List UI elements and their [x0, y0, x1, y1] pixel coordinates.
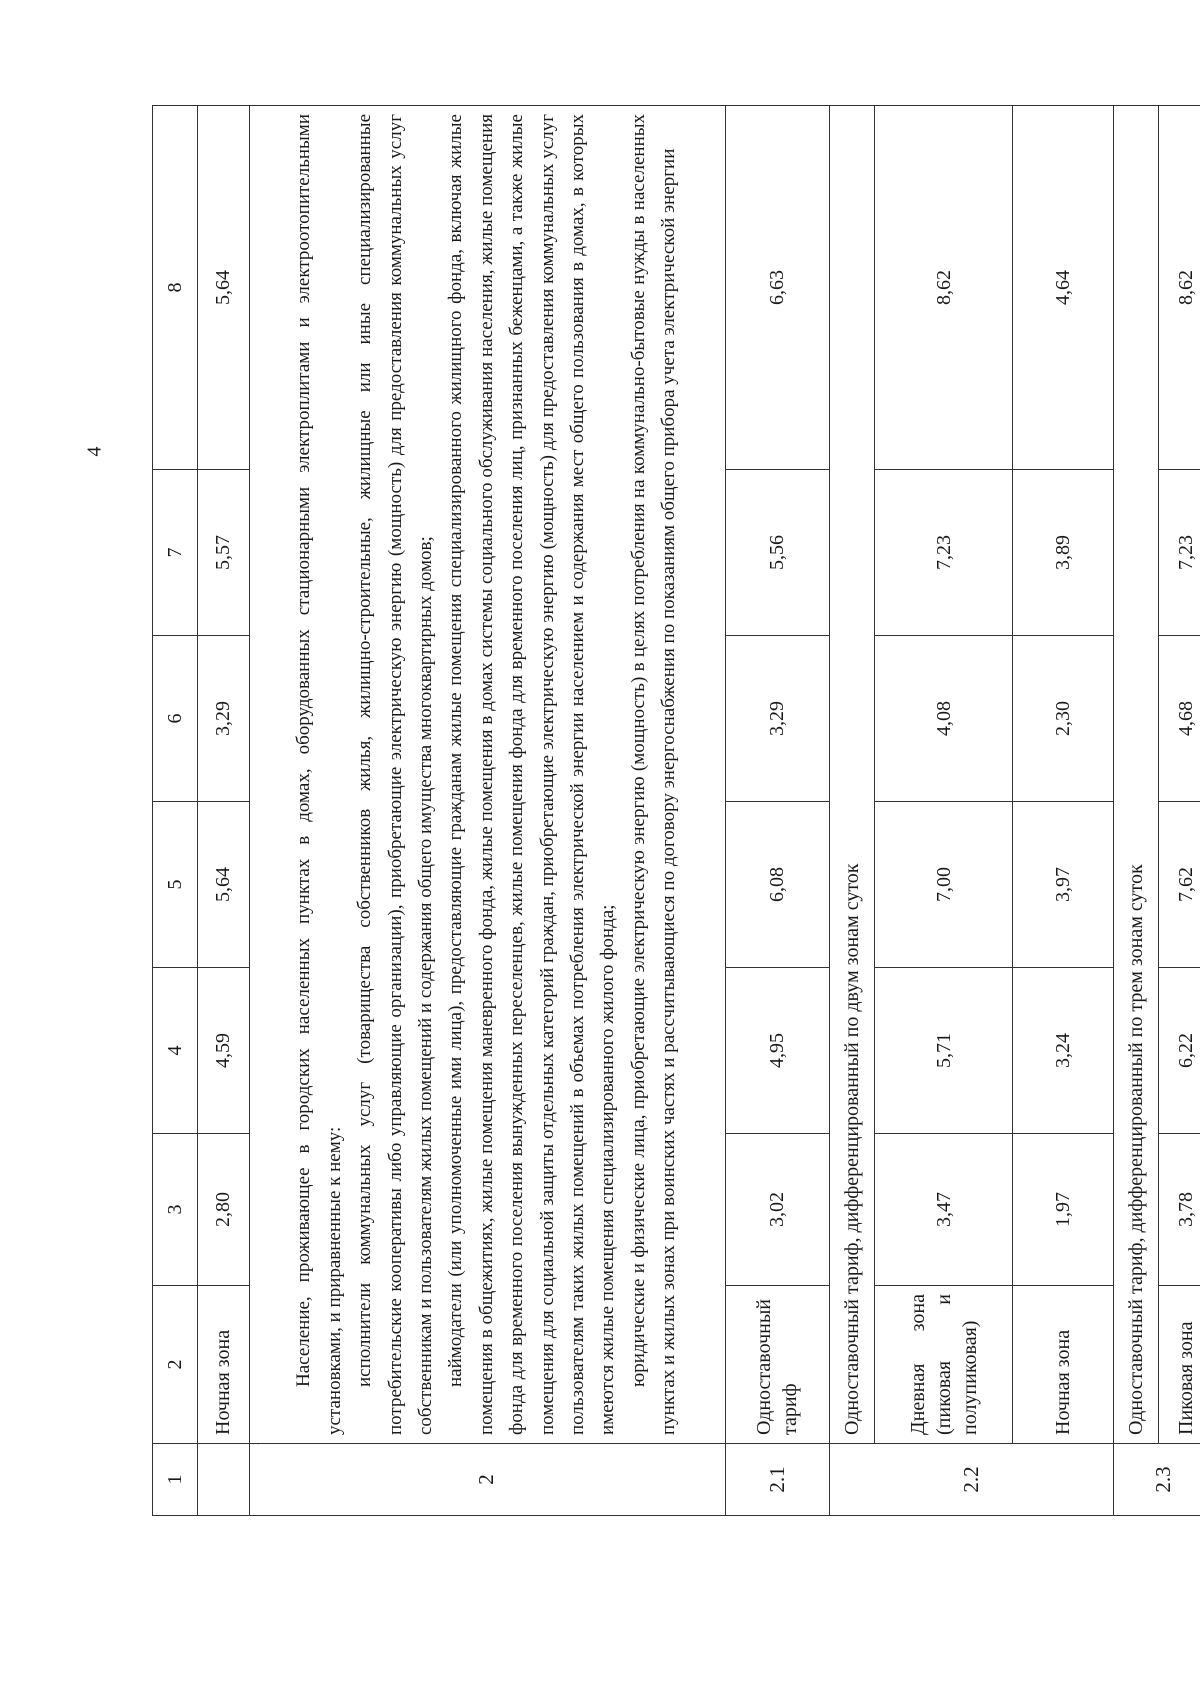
peak-zone-value: 3,78	[1159, 1134, 1200, 1286]
row-2-2-number: 2.2	[830, 1444, 1114, 1516]
section-2-row	[249, 106, 725, 1516]
row-2-1-value: 5,56	[725, 470, 830, 636]
day-zone-value: 3,47	[875, 1134, 1012, 1286]
night-zone-value: 2,80	[198, 1134, 249, 1286]
header-cell-1: 1	[153, 1444, 198, 1516]
section-2-paragraph: исполнители коммунальных услуг (товарищества собственников жилья, жилищно-строительные, жилищные или иные специализированные потребительские кооперативы либо управляющие организации), приобретающие электрическую энергию (мощность) для предоставления коммунальных услуг собственникам и пользователям жилых помещений и содержания общего имущества многоквартирных домов;	[354, 114, 437, 1435]
day-zone-value: 7,23	[875, 470, 1012, 636]
row-2-1-value: 6,08	[725, 802, 830, 968]
row-2-3-title-row	[1113, 106, 1158, 1516]
row-2-3-title: Одноставочный тариф, дифференцированный по трем зонам суток	[1113, 106, 1158, 1444]
night-zone-label: Ночная зона	[1012, 1286, 1113, 1444]
day-zone-value: 7,00	[875, 802, 1012, 968]
night-zone-value: 5,57	[198, 470, 249, 636]
row-2-1-number: 2.1	[725, 1444, 830, 1516]
night-zone-value: 2,30	[1012, 636, 1113, 802]
night-zone-value: 3,24	[1012, 968, 1113, 1134]
section-2-paragraph: юридические и физические лица, приобретающие электрическую энергию (мощность) в целях потребления на коммунально-бытовые нужды в населенных пунктах и жилых зонах при воинских частях и рассчитывающиеся по договору энергоснабжения по показаниям общего прибора учета электрической энергии	[627, 114, 680, 1435]
row-2-1-label: Одноставочный тариф	[725, 1286, 830, 1444]
peak-zone-value: 6,22	[1159, 968, 1200, 1134]
section-2-number: 2	[249, 1444, 725, 1516]
header-cell-4: 4	[153, 968, 198, 1134]
night-zone-value: 5,64	[198, 106, 249, 470]
row-2-2-title-row	[830, 106, 875, 1516]
header-row	[153, 106, 198, 1516]
page-number: 4	[83, 446, 106, 457]
section-2-description	[249, 106, 725, 1444]
row-2-1	[725, 106, 830, 1516]
peak-zone-value: 4,68	[1159, 636, 1200, 802]
night-zone-value: 3,29	[198, 636, 249, 802]
night-zone-value: 3,89	[1012, 470, 1113, 636]
row-2-1-value: 6,63	[725, 106, 830, 470]
night-zone-value: 4,59	[198, 968, 249, 1134]
scan-marks: · ·	[252, 1440, 260, 1449]
row-2-2-day-row	[875, 106, 1012, 1516]
night-zone-num-cell	[198, 1444, 249, 1516]
header-cell-3: 3	[153, 1134, 198, 1286]
tariff-table	[152, 105, 1200, 1516]
night-zone-value: 5,64	[198, 802, 249, 968]
row-2-1-value: 3,02	[725, 1134, 830, 1286]
day-zone-label: Дневная зона (пиковая и полупиковая)	[875, 1286, 1012, 1444]
header-cell-6: 6	[153, 636, 198, 802]
header-cell-7: 7	[153, 470, 198, 636]
section-2-paragraph: наймодатели (или уполномоченные ими лица), предоставляющие гражданам жилые помещения специализированного жилищного фонда, включая жилые помещения в общежитиях, жилые помещения маневренного фонда, жилые помещения в домах системы социального обслуживания населения, жилые помещения фонда для временного поселения вынужденных переселенцев, жилые помещения фонда для временного поселения лиц, признанных беженцами, а также жилые помещения для социальной защиты отдельных категорий граждан, приобретающие электрическую энергию (мощность) для предоставления коммунальных услуг пользователям таких жилых помещений в объемах потребления электрической энергии населением и содержания мест общего пользования в домах, в которых имеются жилые помещения специализированного жилого фонда;	[445, 114, 619, 1435]
row-2-2-night-row	[1012, 106, 1113, 1516]
row-2-1-value: 3,29	[725, 636, 830, 802]
row-2-2-title: Одноставочный тариф, дифференцированный по двум зонам суток	[830, 106, 875, 1444]
header-cell-2: 2	[153, 1286, 198, 1444]
header-cell-5: 5	[153, 802, 198, 968]
peak-zone-value: 8,62	[1159, 106, 1200, 470]
row-2-3-peak-row	[1159, 106, 1200, 1516]
section-2-paragraph: Население, проживающее в городских населенных пунктах в домах, оборудованных стационарными электроплитами и электроотопительными установками, и приравненные к нему:	[293, 114, 345, 1435]
rotated-page-content	[152, 106, 1200, 1516]
peak-zone-value: 7,23	[1159, 470, 1200, 636]
peak-zone-value: 7,62	[1159, 802, 1200, 968]
night-zone-value: 3,97	[1012, 802, 1113, 968]
day-zone-value: 4,08	[875, 636, 1012, 802]
peak-zone-label: Пиковая зона	[1159, 1286, 1200, 1444]
header-cell-8: 8	[153, 106, 198, 470]
row-2-3-number: 2.3	[1113, 1444, 1200, 1516]
night-zone-value: 1,97	[1012, 1134, 1113, 1286]
night-zone-value: 4,64	[1012, 106, 1113, 470]
night-zone-row	[198, 106, 249, 1516]
night-zone-label: Ночная зона	[198, 1286, 249, 1444]
day-zone-value: 8,62	[875, 106, 1012, 470]
row-2-1-value: 4,95	[725, 968, 830, 1134]
day-zone-value: 5,71	[875, 968, 1012, 1134]
